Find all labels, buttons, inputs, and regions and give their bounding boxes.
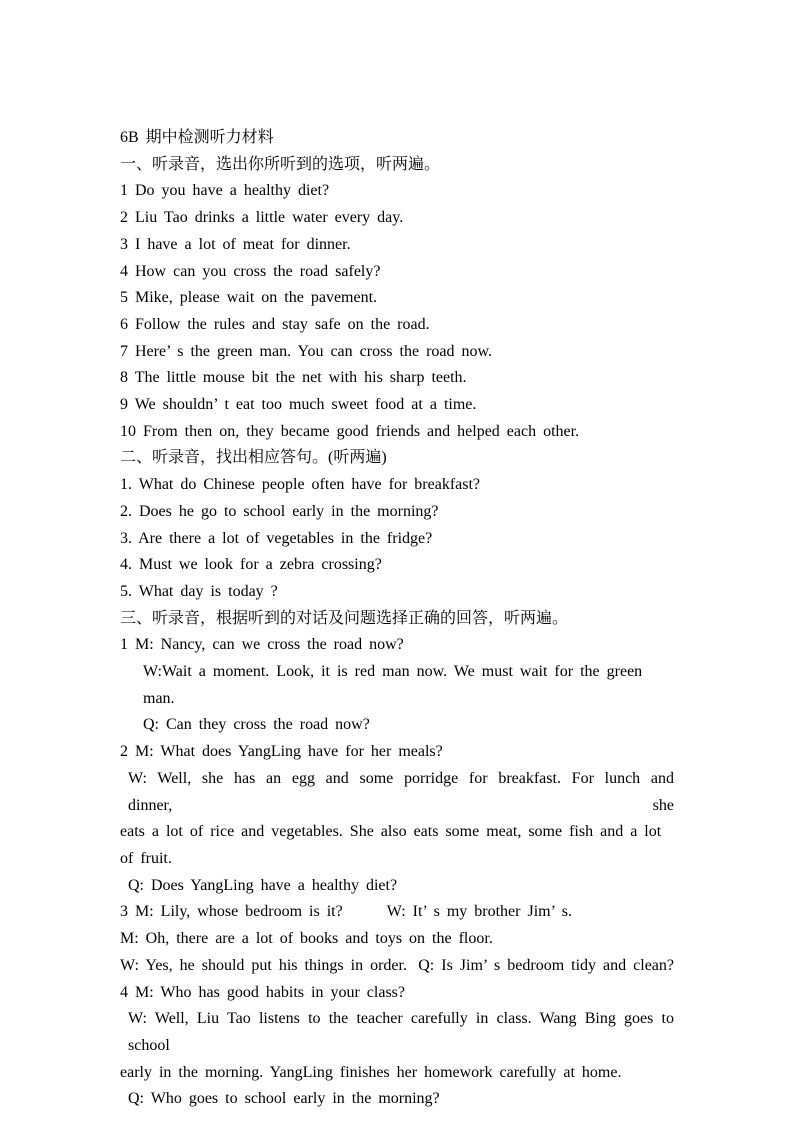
dialog2-woman-line-1: W: Well, she has an egg and some porridge for breakfast. For lunch and dinner, she: [128, 769, 681, 814]
section-one-item-8: 8 The little mouse bit the net with his sharp teeth.: [120, 369, 467, 387]
section-one-item-10: 10 From then on, they became good friends and helped each other.: [120, 422, 580, 440]
dialog3-man-line-2: M: Oh, there are a lot of books and toys on the floor.: [120, 930, 493, 948]
dialog1-woman-line: W:Wait a moment. Look, it is red man now. We must wait for the green man.: [143, 663, 650, 707]
section-two-item-4: 4. Must we look for a zebra crossing?: [120, 556, 382, 574]
section-one-item-4: 4 How can you cross the road safely?: [120, 262, 381, 280]
dialog3-question: Q: Is Jim’ s bedroom tidy and clean?: [418, 956, 674, 974]
dialog3-woman-reply: W: Yes, he should put his things in order.: [120, 956, 407, 974]
dialog2-man-line: 2 M: What does YangLing have for her meals?: [120, 743, 443, 761]
dialog1-question-line: Q: Can they cross the road now?: [143, 716, 370, 734]
section-one-item-1: 1 Do you have a healthy diet?: [120, 182, 330, 200]
dialog4-woman-line-2: early in the morning. YangLing finishes her homework carefully at home.: [120, 1063, 622, 1081]
section-one-item-5: 5 Mike, please wait on the pavement.: [120, 289, 378, 307]
section-two-item-2: 2. Does he go to school early in the morning?: [120, 502, 439, 520]
dialog4-question-line: Q: Who goes to school early in the morning?: [128, 1090, 440, 1108]
section-two-item-1: 1. What do Chinese people often have for breakfast?: [120, 476, 481, 494]
dialog3-woman-question-line: [120, 953, 674, 980]
dialog2-question-line: Q: Does YangLing have a healthy diet?: [128, 876, 398, 894]
section-three-heading: 三、听录音，根据听到的对话及问题选择正确的回答，听两遍。: [120, 609, 569, 627]
dialog2-woman-line-2: eats a lot of rice and vegetables. She also eats some meat, some fish and a lot of fruit.: [120, 823, 669, 867]
document-content: [120, 125, 681, 1113]
dialog4-man-line: 4 M: Who has good habits in your class?: [120, 983, 406, 1001]
dialog3-man-woman-line: [120, 899, 674, 926]
section-one-item-6: 6 Follow the rules and stay safe on the road.: [120, 315, 430, 333]
dialog4-woman-line-1: W: Well, Liu Tao listens to the teacher carefully in class. Wang Bing goes to school: [128, 1010, 681, 1054]
section-one-item-7: 7 Here’ s the green man. You can cross the road now.: [120, 342, 493, 360]
dialog1-man-line: 1 M: Nancy, can we cross the road now?: [120, 636, 404, 654]
section-one-item-3: 3 I have a lot of meat for dinner.: [120, 235, 351, 253]
doc-title: 6B 期中检测听力材料: [120, 129, 274, 146]
dialog3-woman-answer: W: It’ s my brother Jim’ s.: [386, 903, 572, 921]
dialog3-man-question: 3 M: Lily, whose bedroom is it?: [120, 903, 343, 921]
section-one-item-9: 9 We shouldn’ t eat too much sweet food at a time.: [120, 396, 477, 414]
section-two-item-3: 3. Are there a lot of vegetables in the fridge?: [120, 529, 433, 547]
section-one-heading: 一、听录音，选出你所听到的选项，听两遍。: [120, 155, 441, 173]
section-one-item-2: 2 Liu Tao drinks a little water every day.: [120, 209, 404, 227]
section-two-item-5: 5. What day is today ?: [120, 582, 278, 600]
section-two-heading: 二、听录音，找出相应答句。(听两遍): [120, 449, 387, 467]
